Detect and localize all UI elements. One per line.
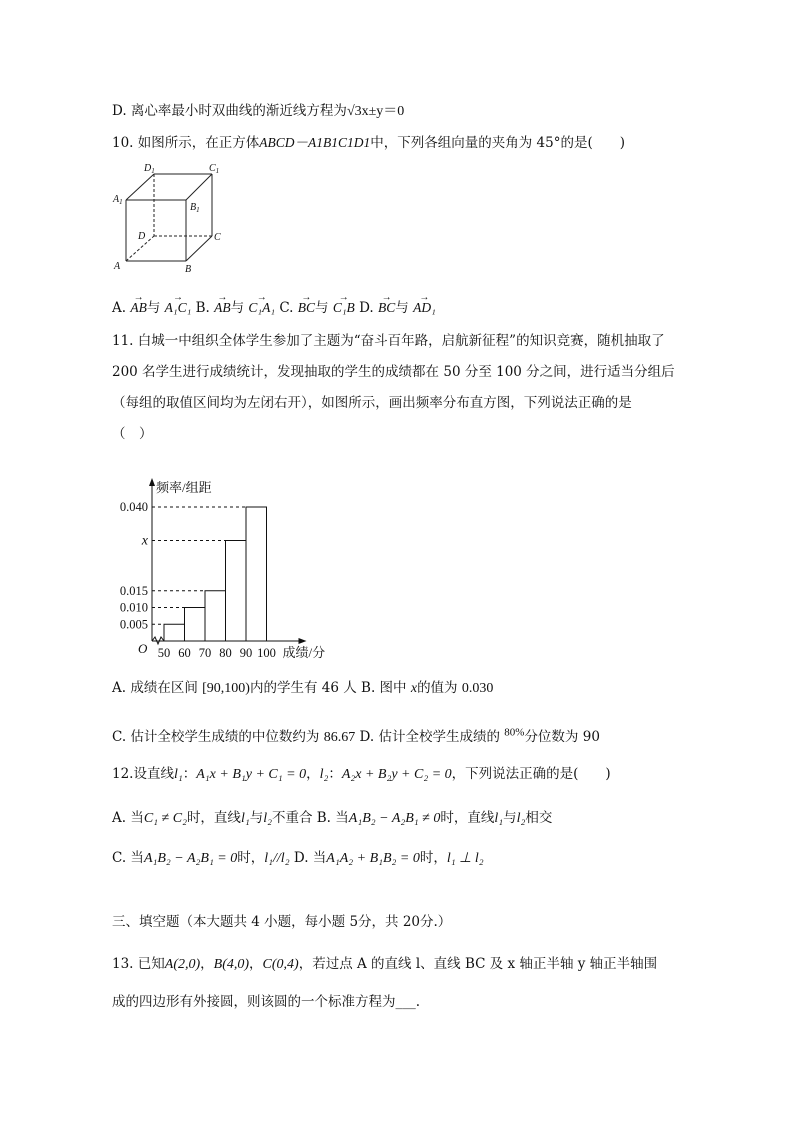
origin-label: O: [138, 641, 148, 656]
q12-option-d[interactable]: D. 当A₁A₂ + B₁B₂ = 0时，l₁ ⊥ l₂: [293, 850, 484, 866]
q10-option-b[interactable]: B. → AB与 → C₁A₁: [196, 300, 275, 316]
q9-option-d-text: D. 离心率最小时双曲线的渐近线方程为: [112, 103, 347, 119]
cube-figure: [108, 160, 238, 280]
histogram-bar: [226, 541, 247, 642]
q9-option-d: [112, 101, 404, 122]
q11-options-cd: [112, 722, 600, 748]
q10-options: [112, 292, 436, 318]
label-b: B: [185, 264, 192, 275]
y-tick-label: x: [141, 533, 148, 549]
q10-option-c[interactable]: C. → BC与 → C₁B: [279, 300, 354, 316]
q11-stem-line4: （ ）: [112, 426, 153, 442]
q11-stem-line3: （每组的取值区间均为左闭右开），如图所示，画出频率分布直方图，下列说法正确的是: [112, 395, 632, 411]
x-tick-label: 80: [219, 646, 232, 660]
y-tick-label: 0.005: [119, 617, 148, 632]
y-axis-label: 频率/组距: [156, 480, 212, 495]
q12-option-c[interactable]: C. 当A₁B₂ − A₂B₁ = 0时，l₁//l₂: [112, 850, 290, 866]
q10-stem-suffix: 中，下列各组向量的夹角为 45°的是( ): [370, 135, 626, 151]
cube-edge-b1c1: [186, 174, 212, 200]
q11-option-a[interactable]: A. 成绩在区间 [90,100)内的学生有 46 人: [112, 680, 357, 696]
y-tick-label: 0.015: [119, 583, 148, 598]
histogram-bar: [164, 624, 185, 641]
y-tick-label: 0.010: [119, 600, 148, 615]
cube-edge-a1d1: [126, 174, 154, 200]
label-d1: $D_1$: [144, 163, 155, 175]
q13-line2: 成的四边形有外接圆，则该圆的一个标准方程为___.: [112, 994, 421, 1010]
cube-edge-bc: [186, 236, 212, 261]
q10-option-a[interactable]: A. → AB与 → A₁C₁: [112, 300, 191, 316]
q11-stem-line1: 11. 白城一中组织全体学生参加了主题为“奋斗百年路，启航新征程”的知识竞赛，随机抽取了: [112, 333, 665, 349]
q12-options-ab: [112, 808, 552, 829]
q10-stem: [112, 133, 625, 153]
q11-option-b[interactable]: B. 图中 x的值为 0.030: [361, 680, 494, 696]
y-tick-label: 0.040: [119, 500, 148, 514]
x-tick-label: 50: [157, 646, 171, 660]
x-axis-arrow: [299, 638, 307, 644]
x-tick-label: 100: [257, 646, 276, 660]
q12-option-a[interactable]: A. 当C₁ ≠ C₂时，直线l₁与l₂不重合: [112, 810, 313, 826]
x-tick-label: 70: [198, 646, 212, 660]
q11-option-c[interactable]: C. 估计全校学生成绩的中位数约为 86.67: [112, 728, 356, 745]
q10-option-d[interactable]: D. → BC与 → AD₁: [359, 300, 436, 316]
section-3-heading: 三、填空题（本大题共 4 小题，每小题 5分，共 20分.）: [112, 914, 452, 930]
q13-line1: 13. 已知A(2,0)，B(4,0)，C(0,4)，若过点 A 的直线 l、直线 BC 及 x 轴正半轴 y 轴正半轴围: [112, 956, 658, 972]
label-a: A: [114, 261, 121, 272]
x-tick-label: 90: [239, 646, 253, 660]
y-axis-arrow: [149, 478, 155, 486]
q12-option-b[interactable]: B. 当A₁B₂ − A₂B₁ ≠ 0时，直线l₁与l₂相交: [316, 810, 553, 826]
q9-option-d-math: √3x±y＝0: [346, 104, 405, 119]
q12-stem: 12.设直线l₁：A₁x + B₁y + C₁ = 0，l₂：A₂x + B₂y + C₂ = 0，下列说法正确的是( ): [112, 766, 611, 782]
q11-stem-line2: 200 名学生进行成绩统计，发现抽取的学生的成绩都在 50 分至 100 分之间，进行适当分组后: [112, 364, 675, 380]
histogram-bar: [246, 507, 267, 641]
x-axis-label: 成绩/分: [282, 645, 326, 660]
histogram-bar: [185, 608, 206, 642]
q10-cube-name: ABCD－A1B1C1D1: [259, 135, 371, 150]
q10-stem-prefix: 10. 如图所示，在正方体: [112, 135, 260, 151]
q12-options-cd: [112, 848, 484, 869]
q11-option-d[interactable]: D. 估计全校学生成绩的 $^{80\%}$分位数为 90: [359, 726, 600, 745]
x-tick-label: 60: [178, 646, 191, 660]
label-b1: $B_1$: [190, 202, 200, 214]
label-d: D: [138, 231, 146, 242]
label-c1: $C_1$: [209, 163, 220, 175]
frequency-histogram: [108, 474, 368, 666]
label-a1: $A_1$: [113, 194, 123, 206]
q11-options-ab: [112, 678, 493, 699]
label-c: C: [214, 232, 221, 243]
histogram-bar: [205, 591, 226, 641]
